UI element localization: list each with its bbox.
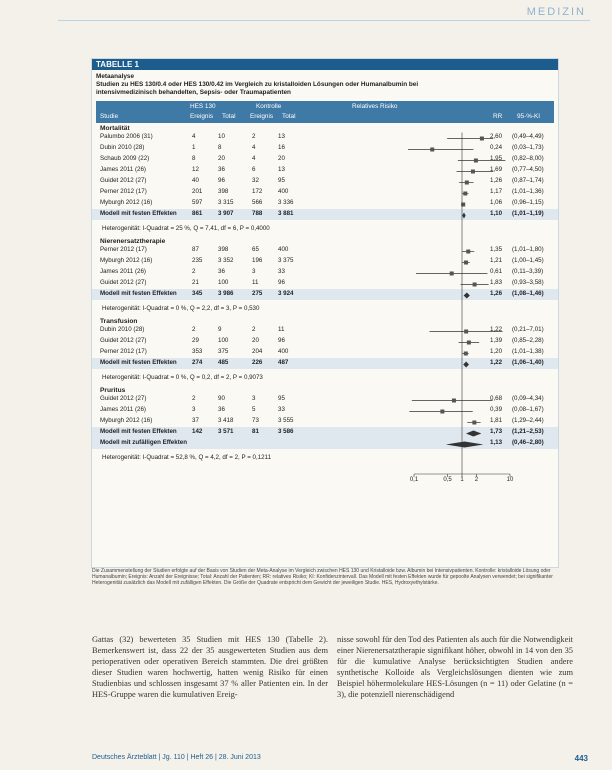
cell-t1: 100 (218, 279, 229, 286)
cell-e1: 1 (192, 144, 196, 151)
cell-e2: 226 (252, 359, 263, 366)
cell-e1: 2 (192, 395, 196, 402)
cell-ci: (1,01–1,19) (512, 210, 544, 217)
axis-tick-label: 2 (474, 477, 479, 483)
col-total-hes: Total (222, 113, 236, 120)
cell-t1: 375 (218, 348, 229, 355)
cell-rr: 1,06 (490, 199, 503, 206)
heterogeneity-note: Heterogenität: I-Quadrat = 0 %, Q = 0,2, df = 2, P = 0,9073 (102, 374, 263, 381)
cell-rr: 0,24 (490, 144, 503, 151)
cell-study: Guidet 2012 (27) (100, 279, 147, 286)
cell-study: Palumbo 2006 (31) (100, 133, 153, 140)
cell-rr: 1,10 (490, 210, 503, 217)
cell-t1: 36 (218, 166, 225, 173)
cell-e1: 597 (192, 199, 203, 206)
cell-t1: 3 907 (218, 210, 234, 217)
cell-t2: 95 (278, 395, 285, 402)
col-events-hes: Ereignis (190, 113, 214, 120)
section-title: Transfusion (100, 318, 138, 325)
study-estimate-square (466, 250, 470, 254)
cell-ci: (1,29–2,44) (512, 417, 544, 424)
cell-t1: 398 (218, 188, 229, 195)
cell-t1: 3 418 (218, 417, 234, 424)
cell-ci: (1,01–1,80) (512, 246, 544, 253)
cell-study: Modell mit festen Effekten (100, 359, 177, 366)
cell-rr: 1,26 (490, 290, 503, 297)
cell-study: Myburgh 2012 (16) (100, 257, 153, 264)
cell-t1: 20 (218, 155, 225, 162)
study-estimate-square (467, 341, 471, 345)
study-estimate-square (452, 399, 456, 403)
cell-rr: 1,17 (490, 188, 503, 195)
footer-journal: Deutsches Ärzteblatt | Jg. 110 | Heft 26 | 28. Juni 2013 (92, 754, 261, 761)
table-label: TABELLE 1 (92, 59, 558, 70)
cell-e2: 788 (252, 210, 263, 217)
col-group-hes: HES 130 (190, 103, 216, 110)
cell-t2: 400 (278, 348, 289, 355)
cell-t2: 3 924 (278, 290, 294, 297)
study-estimate-square (440, 410, 444, 414)
cell-e2: 81 (252, 428, 259, 435)
section-label: MEDIZIN (526, 6, 586, 18)
pooled-estimate-diamond (463, 362, 469, 368)
table-footnote: Die Zusammenstellung der Studien erfolgte auf der Basis von Studien der Meta-Analyse im Vergleich zwischen HES 130 und Kristalloide bzw. Albumin bei Intensivpatienten. Kontrolle: kristalloide Lösung oder Humanalbumin; Ereignis: Anzahl der Ereignisse; Total: Anzahl der Patienten; RR: relatives Risiko; KI: Konfidenzintervall. Das Modell mit festen Effekten wurde für gepoolte Analysen verwendet; bei signifikanter Heterogenität zusätzlich das Modell mit zufälligen Effekten. Die Größe der Quadrate entspricht dem Gewicht der jeweiligen Studie. HES, Hydroxyethylstärke. (92, 568, 553, 587)
col-total-control: Total (282, 113, 296, 120)
cell-e2: 5 (252, 406, 256, 413)
cell-ci: (0,46–2,80) (512, 439, 544, 446)
cell-t1: 100 (218, 337, 229, 344)
cell-study: Schaub 2009 (22) (100, 155, 150, 162)
study-estimate-square (472, 421, 476, 425)
cell-ci: (1,00–1,45) (512, 257, 544, 264)
cell-e2: 204 (252, 348, 263, 355)
cell-rr: 1,73 (490, 428, 503, 435)
cell-t1: 3 352 (218, 257, 234, 264)
section-title: Mortalität (100, 125, 130, 132)
cell-e1: 21 (192, 279, 199, 286)
cell-rr: 1,39 (490, 337, 503, 344)
cell-e1: 142 (192, 428, 203, 435)
cell-e2: 196 (252, 257, 263, 264)
cell-study: Guidet 2012 (27) (100, 395, 147, 402)
cell-rr: 1,35 (490, 246, 503, 253)
cell-e1: 40 (192, 177, 199, 184)
cell-t1: 10 (218, 133, 225, 140)
heterogeneity-note: Heterogenität: I-Quadrat = 0 %, Q = 2,2, df = 3, P = 0,530 (102, 305, 260, 312)
cell-study: Perner 2012 (17) (100, 348, 147, 355)
cell-e2: 4 (252, 144, 256, 151)
cell-t2: 11 (278, 326, 285, 333)
cell-t2: 13 (278, 133, 285, 140)
cell-t1: 3 986 (218, 290, 234, 297)
cell-study: Dubin 2010 (28) (100, 326, 145, 333)
pooled-estimate-diamond (464, 293, 470, 299)
cell-e1: 3 (192, 406, 196, 413)
cell-ci: (0,87–1,74) (512, 177, 544, 184)
cell-t1: 3 315 (218, 199, 234, 206)
cell-ci: (0,77–4,50) (512, 166, 544, 173)
cell-rr: 1,26 (490, 177, 503, 184)
cell-ci: (0,49–4,49) (512, 133, 544, 140)
cell-t1: 90 (218, 395, 225, 402)
cell-study: Perner 2012 (17) (100, 188, 147, 195)
axis-tick-label: 1 (460, 477, 464, 483)
cell-e1: 12 (192, 166, 199, 173)
pooled-estimate-diamond (446, 442, 484, 448)
cell-e2: 172 (252, 188, 263, 195)
cell-rr: 1,21 (490, 257, 503, 264)
cell-e1: 4 (192, 133, 196, 140)
cell-study: Guidet 2012 (27) (100, 177, 147, 184)
cell-ci: (1,08–1,46) (512, 290, 544, 297)
cell-t1: 36 (218, 406, 225, 413)
cell-study: Modell mit festen Effekten (100, 210, 177, 217)
cell-e2: 6 (252, 166, 256, 173)
study-estimate-square (471, 170, 475, 174)
cell-e1: 353 (192, 348, 203, 355)
cell-e1: 201 (192, 188, 203, 195)
cell-e2: 32 (252, 177, 259, 184)
cell-ci: (0,93–3,58) (512, 279, 544, 286)
cell-study: Modell mit festen Effekten (100, 428, 177, 435)
cell-e2: 11 (252, 279, 259, 286)
table-heading-1: Metaanalyse (96, 73, 135, 80)
cell-study: James 2011 (26) (100, 268, 146, 275)
cell-study: Perner 2012 (17) (100, 246, 147, 253)
study-estimate-square (474, 159, 478, 163)
cell-t2: 96 (278, 337, 285, 344)
cell-e1: 274 (192, 359, 203, 366)
cell-ci: (0,11–3,39) (512, 268, 544, 275)
cell-t2: 33 (278, 406, 285, 413)
study-estimate-square (464, 261, 468, 265)
cell-rr: 0,68 (490, 395, 503, 402)
cell-rr: 0,61 (490, 268, 503, 275)
cell-e2: 4 (252, 155, 256, 162)
study-estimate-square (464, 352, 468, 356)
cell-t1: 8 (218, 144, 222, 151)
cell-ci: (0,82–8,00) (512, 155, 544, 162)
section-title: Pruritus (100, 387, 126, 394)
axis-tick-label: 0,1 (409, 477, 419, 483)
cell-e2: 2 (252, 326, 256, 333)
col-events-control: Ereignis (250, 113, 274, 120)
cell-e2: 65 (252, 246, 259, 253)
cell-t2: 3 881 (278, 210, 294, 217)
cell-rr: 1,83 (490, 279, 503, 286)
cell-rr: 1,81 (490, 417, 503, 424)
pooled-estimate-diamond (466, 431, 481, 437)
cell-ci: (0,09–4,34) (512, 395, 544, 402)
cell-e1: 2 (192, 326, 196, 333)
cell-e1: 87 (192, 246, 199, 253)
cell-ci: (1,01–1,36) (512, 188, 544, 195)
body-text-left: Gattas (32) bewerteten 35 Studien mit HES 130 (Tabelle 2). Bemerkenswert ist, dass 22 der 35 ausgewerteten Studien aus dem perioperativen oder operativen Bereich stammten. Die drei größten dieser Studien waren hochwertig, hatten wenig Risiko für einen Studienbias und schlossen insgesamt 37 % aller Patienten ein. In der HES-Gruppe waren die kumulativen Ereig- (92, 635, 328, 699)
cell-e2: 2 (252, 133, 256, 140)
cell-e2: 73 (252, 417, 259, 424)
cell-t2: 95 (278, 177, 285, 184)
page-number: 443 (574, 754, 588, 763)
cell-study: Modell mit festen Effekten (100, 290, 177, 297)
study-estimate-square (473, 283, 477, 287)
table-heading-2: Studien zu HES 130/0.4 oder HES 130/0.42 im Vergleich zu kristalloiden Lösungen oder Humanalbumin bei (96, 81, 419, 88)
cell-study: Dubin 2010 (28) (100, 144, 145, 151)
col-ci: 95-%-KI (517, 113, 541, 120)
study-estimate-square (480, 137, 484, 141)
cell-ci: (1,21–2,53) (512, 428, 544, 435)
cell-t2: 13 (278, 166, 285, 173)
cell-study: James 2011 (26) (100, 166, 146, 173)
study-estimate-square (465, 181, 469, 185)
cell-study: Myburgh 2012 (16) (100, 417, 153, 424)
cell-t1: 398 (218, 246, 229, 253)
cell-e1: 29 (192, 337, 199, 344)
cell-t2: 33 (278, 268, 285, 275)
cell-ci: (1,01–1,38) (512, 348, 544, 355)
col-group-rr: Relatives Risiko (352, 103, 398, 110)
cell-ci: (0,96–1,15) (512, 199, 544, 206)
cell-t2: 3 586 (278, 428, 294, 435)
cell-t2: 3 555 (278, 417, 294, 424)
header-rule (58, 20, 590, 21)
cell-t2: 96 (278, 279, 285, 286)
cell-t2: 3 336 (278, 199, 294, 206)
cell-t2: 487 (278, 359, 289, 366)
table-heading-3: intensivmedizinisch behandelten, Sepsis- oder Traumapatienten (96, 89, 291, 96)
cell-t2: 3 375 (278, 257, 294, 264)
cell-e2: 20 (252, 337, 259, 344)
cell-rr: 2,60 (490, 133, 503, 140)
cell-e2: 275 (252, 290, 263, 297)
cell-rr: 0,39 (490, 406, 503, 413)
cell-ci: (0,85–2,28) (512, 337, 544, 344)
cell-study: Myburgh 2012 (16) (100, 199, 153, 206)
cell-ci: (1,06–1,40) (512, 359, 544, 366)
col-study: Studie (100, 113, 119, 120)
cell-rr: 1,95 (490, 155, 503, 162)
col-rr: RR (493, 113, 503, 120)
axis-tick-label: 0,5 (443, 477, 452, 483)
cell-study: Guidet 2012 (27) (100, 337, 147, 344)
cell-e2: 566 (252, 199, 263, 206)
cell-rr: 1,22 (490, 359, 503, 366)
cell-rr: 1,69 (490, 166, 503, 173)
heterogeneity-note: Heterogenität: I-Quadrat = 52,8 %, Q = 4,2, df = 2, P = 0,1211 (102, 454, 272, 461)
cell-e1: 345 (192, 290, 203, 297)
cell-t2: 16 (278, 144, 285, 151)
cell-rr: 1,22 (490, 326, 503, 333)
cell-rr: 1,13 (490, 439, 503, 446)
cell-t1: 36 (218, 268, 225, 275)
axis-tick-label: 10 (506, 477, 514, 483)
cell-t2: 400 (278, 246, 289, 253)
cell-e1: 235 (192, 257, 203, 264)
body-text-right: nisse sowohl für den Tod des Patienten als auch für die Notwendigkeit einer Nierenersatztherapie signifikant höher, obwohl in 14 von den 35 für die kumulative Analyse berücksichtigten Studien andere synthetische Kolloide als Vergleichslösungen dienten wie zum Beispiel höhermolekulare HES-Lösungen (n = 11) oder Gelatine (n = 3), die potenziell nierenschädigend (337, 635, 573, 699)
cell-study: Modell mit zufälligen Effekten (100, 439, 187, 446)
cell-ci: (0,08–1,67) (512, 406, 544, 413)
cell-t1: 485 (218, 359, 229, 366)
cell-e1: 8 (192, 155, 196, 162)
cell-t1: 3 571 (218, 428, 234, 435)
cell-rr: 1,20 (490, 348, 503, 355)
cell-t2: 20 (278, 155, 285, 162)
table-figure (91, 58, 559, 568)
study-estimate-square (463, 192, 467, 196)
section-title: Nierenersatztherapie (100, 238, 166, 245)
study-estimate-square (430, 148, 434, 152)
study-estimate-square (450, 272, 454, 276)
pooled-estimate-diamond (462, 213, 465, 219)
cell-study: James 2011 (26) (100, 406, 146, 413)
cell-e2: 3 (252, 268, 256, 275)
cell-t2: 400 (278, 188, 289, 195)
forest-plot (92, 59, 558, 567)
cell-e1: 861 (192, 210, 203, 217)
cell-e1: 37 (192, 417, 199, 424)
cell-ci: (0,21–7,01) (512, 326, 544, 333)
heterogeneity-note: Heterogenität: I-Quadrat = 25 %, Q = 7,41, df = 6, P = 0,4000 (102, 225, 270, 232)
cell-t1: 9 (218, 326, 222, 333)
cell-e1: 2 (192, 268, 196, 275)
study-estimate-square (464, 330, 468, 334)
col-group-control: Kontrolle (256, 103, 282, 110)
cell-ci: (0,03–1,73) (512, 144, 544, 151)
cell-t1: 96 (218, 177, 225, 184)
cell-e2: 3 (252, 395, 256, 402)
